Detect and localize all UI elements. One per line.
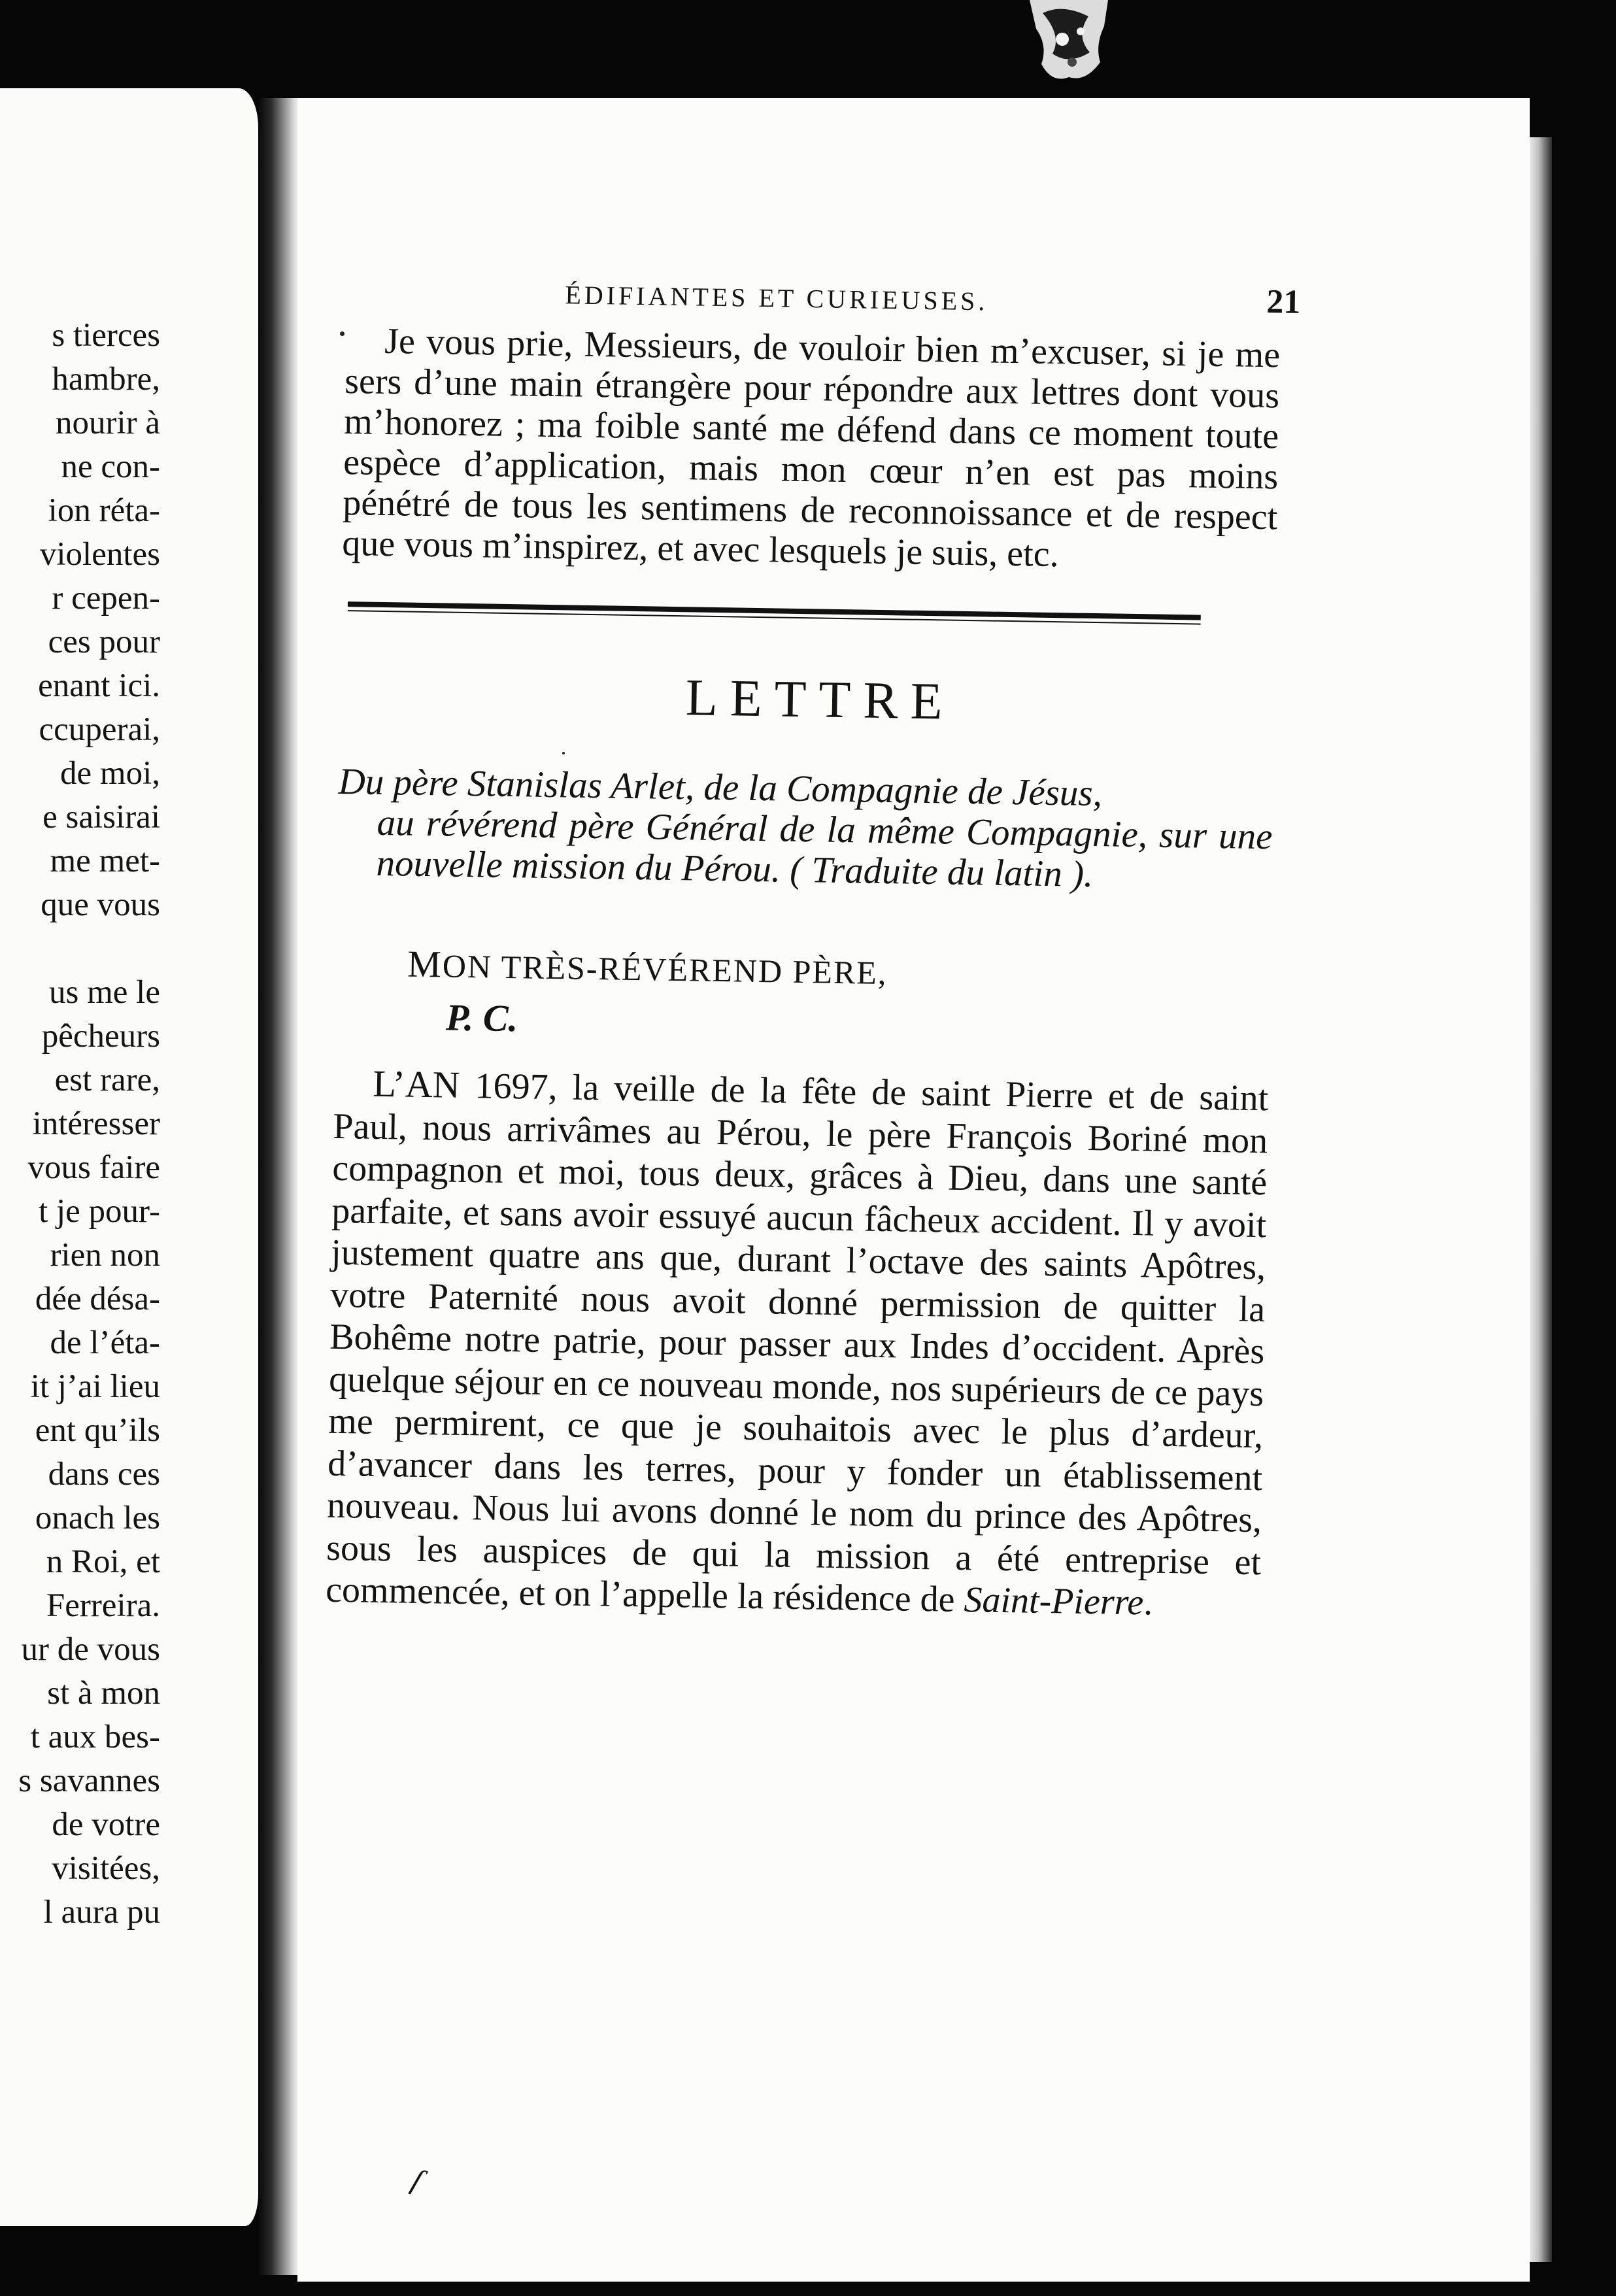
page-content	[325, 268, 1301, 1626]
left-page-line: ent qu’ils	[35, 1412, 160, 1449]
left-page-line: st à mon	[47, 1675, 160, 1712]
left-page-line: est rare,	[54, 1062, 160, 1098]
left-page-line: violentes	[39, 536, 160, 573]
left-page-line: it j’ai lieu	[30, 1368, 160, 1405]
body-text: 1697, la veille de la fête de saint Pierre et de saint Paul, nous arrivâmes au Pérou, le père François Boriné mon compagnon et moi, tous deux, grâces à Dieu, dans une santé parfaite, et sans avoir essuyé aucun fâcheux accident. Il y avoit justement quatre ans que, durant l’octave des saints Apôtres, votre Paternité nous avoit donné permission de quitter la Bohême notre patrie, pour passer aux Indes d’occident. Après quelque séjour en ce nouveau monde, nos supérieurs de ce pays me permirent, ce que je souhaitois avec le plus d’ardeur, d’avancer dans les terres, pour y fonder un établissement nouveau. Nous lui avons donné le nom du prince des Apôtres, sous les auspices de qui la mission a été entreprise et commencée, et on l’appelle la résidence de	[325, 1065, 1269, 1621]
left-page-line: dée désa-	[35, 1281, 160, 1317]
left-page-text-fragments	[0, 314, 160, 1934]
left-page-line: ion réta-	[48, 492, 160, 529]
library-stamp-mark	[1023, 0, 1115, 85]
left-page-line: s savannes	[18, 1763, 160, 1799]
salutation	[335, 941, 1271, 999]
letter-body	[326, 1062, 1269, 1626]
left-page-line: vous faire	[27, 1149, 160, 1186]
left-page-line: ne con-	[61, 448, 160, 485]
left-page-line: ccuperai,	[39, 711, 160, 748]
book-gutter	[258, 98, 301, 2275]
body-end: .	[1143, 1582, 1153, 1623]
place-name: Saint-Pierre	[964, 1579, 1144, 1623]
left-page-line: l aura pu	[43, 1894, 160, 1931]
left-page-line: que vous	[41, 886, 160, 923]
left-page-line: dans ces	[48, 1456, 160, 1493]
left-page-line: rien non	[50, 1237, 160, 1274]
left-page-line: onach les	[35, 1500, 160, 1536]
left-page-line: t aux bes-	[30, 1719, 160, 1755]
salutation-text: ON TRÈS-RÉVÉREND PÈRE,	[442, 947, 888, 992]
left-page-line: de moi,	[60, 755, 160, 792]
left-page-line	[0, 927, 160, 971]
left-page-line: Ferreira.	[46, 1587, 160, 1624]
letter-heading: LETTRE	[685, 669, 956, 731]
left-page-line: me met-	[50, 843, 160, 879]
closing-paragraph: Je vous prie, Messieurs, de vouloir bien m’excuser, si je me sers d’une main étrangère pour répondre aux lettres dont vous m’honorez ; ma foible santé me défend dans ce moment toute espèce d’application, mais mon cœur n’en est pas moins pénétré de tous les sentimens de reconnoissance et de respect que vous m’inspirez, et avec lesquels je suis, etc.	[341, 320, 1281, 575]
page-number: 21	[1266, 283, 1301, 321]
left-page-line: de votre	[52, 1806, 160, 1843]
subtitle-continuation: au révérend père Général de la même Compagnie, sur une nouvelle mission du Pérou. ( Traduite du latin ).	[376, 802, 1273, 896]
left-page-line: t je pour-	[39, 1193, 160, 1230]
page-edge-shadow	[1530, 137, 1552, 2262]
left-page-line: visitées,	[52, 1850, 160, 1887]
section-divider	[348, 601, 1201, 625]
left-page-line: pêcheurs	[41, 1018, 160, 1055]
salutation-initial: M	[407, 942, 443, 986]
left-page-line: ces pour	[48, 624, 160, 660]
left-facing-page	[0, 88, 258, 2226]
paper-speck	[562, 752, 565, 754]
running-head-title: ÉDIFIANTES ET CURIEUSES.	[565, 280, 988, 316]
body-opening-words: L’AN	[372, 1062, 461, 1106]
left-page-line: ur de vous	[21, 1631, 160, 1668]
left-page-line: r cepen-	[52, 580, 160, 616]
pax-christi-abbreviation: P. C.	[445, 996, 518, 1040]
letter-subtitle	[337, 762, 1273, 898]
subtitle-line-1: Du père Stanislas Arlet, de la Compagnie de Jésus,	[338, 760, 1103, 815]
left-page-line: s tierces	[52, 317, 160, 354]
stray-pen-mark: ſ	[407, 2162, 428, 2197]
left-page-line: hambre,	[52, 361, 160, 397]
left-page-line: n Roi, et	[46, 1544, 160, 1580]
left-page-line: nourir à	[55, 405, 160, 441]
left-page-line: intéresser	[32, 1106, 160, 1142]
left-page-line: us me le	[49, 974, 160, 1011]
left-page-line: e saisirai	[42, 799, 160, 836]
paper-speck	[340, 331, 345, 336]
left-page-line: enant ici.	[38, 667, 160, 704]
left-page-line: de l’éta-	[50, 1325, 160, 1361]
